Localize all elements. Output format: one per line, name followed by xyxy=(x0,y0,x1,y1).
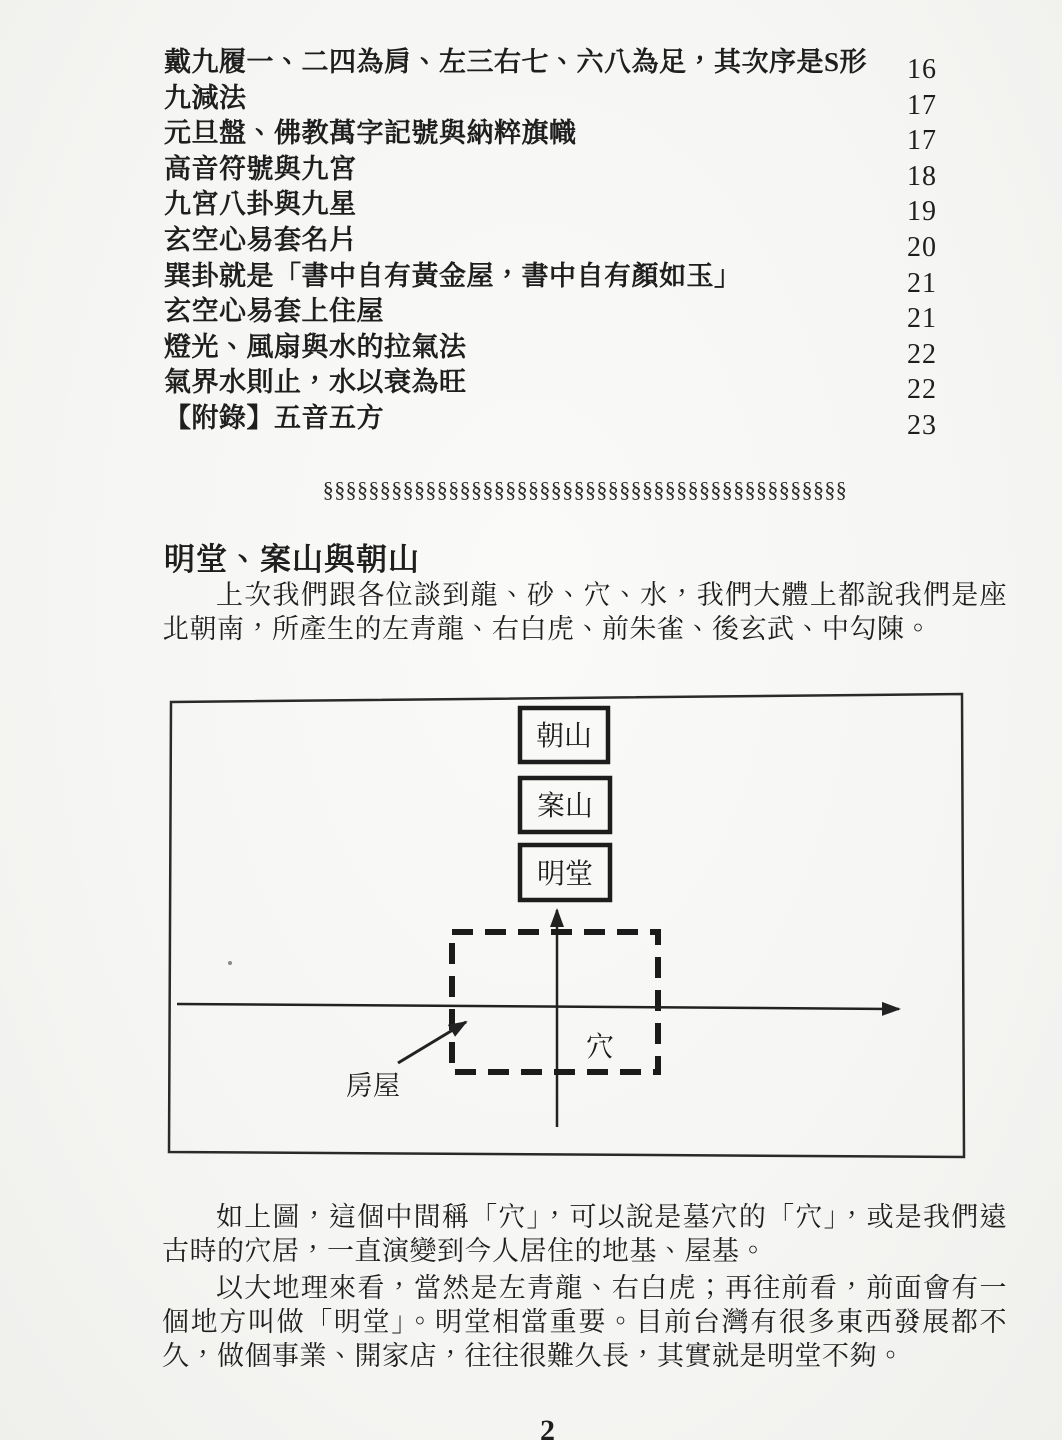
paragraph-cave: 如上圖，這個中間稱「穴」，可以說是墓穴的「穴」，或是我們遠古時的穴居，一直演變到今人居住的地基、屋基。 xyxy=(162,1202,1007,1266)
toc-entry xyxy=(164,154,937,190)
toc-entry xyxy=(164,332,937,368)
toc-entry-page: 16 xyxy=(907,54,937,85)
toc-entry xyxy=(164,296,937,335)
toc-entry-title: 戴九履一、二四為肩、左三右七、六八為足，其次序是S形 xyxy=(164,47,868,77)
horizontal-axis-arrow xyxy=(177,1004,899,1009)
section-separator: §§§§§§§§§§§§§§§§§§§§§§§§§§§§§§§§§§§§§§§§§§§§§§ xyxy=(322,477,848,502)
mingtang-label: 明堂 xyxy=(536,859,594,890)
toc-entry-title: 九宮八卦與九星 xyxy=(164,189,357,220)
chaoshan-label: 朝山 xyxy=(535,721,593,752)
toc-entry xyxy=(164,83,937,119)
section-heading: 明堂、案山與朝山 xyxy=(164,542,420,577)
toc-entry xyxy=(164,403,937,439)
toc-entry-title: 元旦盤、佛教萬字記號與納粹旗幟 xyxy=(164,118,577,149)
fengshui-diagram xyxy=(166,690,968,1162)
toc-entry-title: 玄空心易套名片 xyxy=(164,224,357,255)
anshan-label: 案山 xyxy=(536,791,594,822)
house-pointer-arrow xyxy=(398,1022,466,1063)
toc-entry-title: 玄空心易套上住屋 xyxy=(164,296,384,327)
toc-entry-page: 23 xyxy=(907,409,937,441)
scan-speck xyxy=(228,961,232,965)
toc-entry-page: 22 xyxy=(907,374,937,406)
toc-entry-page: 21 xyxy=(907,303,937,335)
toc-entry-page: 17 xyxy=(907,125,937,157)
toc-entry-title: 高音符號與九宮 xyxy=(164,153,357,184)
toc-entry-title: 【附錄】五音五方 xyxy=(164,402,384,433)
toc-entry-page: 18 xyxy=(907,160,937,192)
table-of-contents xyxy=(164,47,937,439)
toc-entry-page: 20 xyxy=(907,231,937,263)
cave-label: 穴 xyxy=(586,1032,615,1063)
toc-entry xyxy=(164,118,937,157)
page-number: 2 xyxy=(540,1414,555,1440)
toc-entry xyxy=(164,189,937,228)
cave-dashed-box xyxy=(452,932,658,1072)
toc-entry-title: 燈光、風扇與水的拉氣法 xyxy=(164,331,467,362)
toc-entry-page: 22 xyxy=(907,338,937,370)
toc-entry-page: 17 xyxy=(907,89,937,121)
paragraph-intro: 上次我們跟各位談到龍、砂、穴、水，我們大體上都說我們是座北朝南，所產生的左青龍、右白虎、前朱雀、後玄武、中勾陳。 xyxy=(162,580,1007,644)
paragraph-mingtang: 以大地理來看，當然是左青龍、右白虎；再往前看，前面會有一個地方叫做「明堂」。明堂相當重要。目前台灣有很多東西發展都不久，做個事業、開家店，往往很難久長，其實就是明堂不夠。 xyxy=(162,1273,1007,1371)
toc-entry-title: 氣界水則止，水以衰為旺 xyxy=(164,367,467,398)
toc-entry xyxy=(164,225,937,261)
house-label: 房屋 xyxy=(346,1071,400,1101)
toc-entry-page: 21 xyxy=(907,267,937,299)
toc-entry-title: 巽卦就是「書中自有黃金屋，書中自有顏如玉」 xyxy=(164,260,742,291)
toc-entry xyxy=(164,47,937,83)
toc-entry-title: 九減法 xyxy=(164,82,247,113)
toc-entry xyxy=(164,367,937,406)
toc-entry xyxy=(164,261,937,297)
toc-entry-page: 19 xyxy=(907,196,937,228)
